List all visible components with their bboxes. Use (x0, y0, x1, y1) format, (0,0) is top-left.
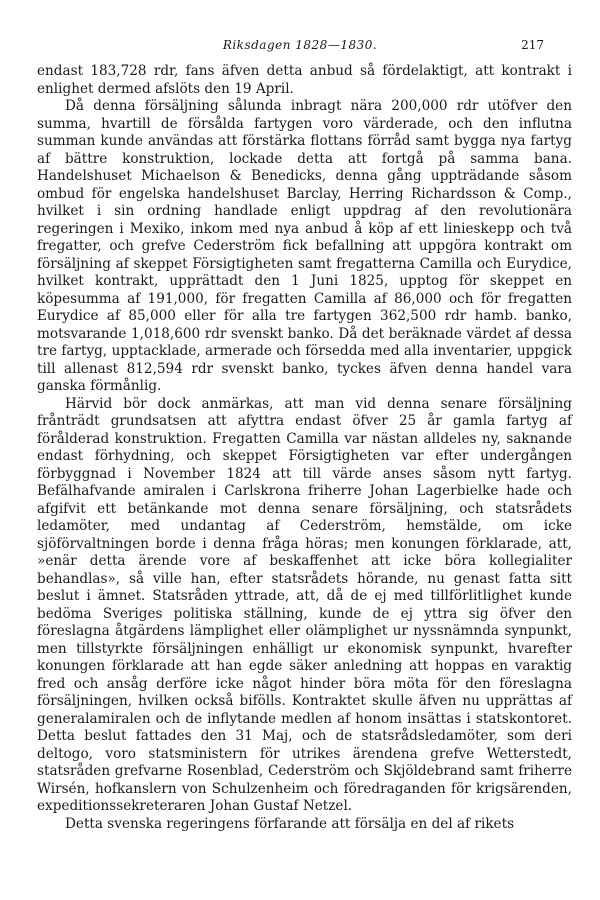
running-title: Riksdagen 1828—1830. (222, 38, 378, 52)
paragraph-continuation: endast 183,728 rdr, fans äfven detta anbud så fördelaktigt, att kontrakt i enlighet dermed afslöts den 19 April. (37, 63, 572, 97)
paragraph: Då denna försäljning sålunda inbragt nära 200,000 rdr utöfver den summa, hvartill de försålda fartygen voro värderade, och den influtna summan kunde användas att förstärka flottans förråd samt bygga nya fartyg af bättre konstruktion, lockade detta att fortgå på samma bana. Handelshuset Michaelson & Benedicks, denna gång uppträdande såsom ombud för engelska handelshuset Barclay, Herring Richardsson & Comp., hvilket i sin ordning handlade enligt uppdrag af den revolutionära regeringen i Mexiko, inkom med nya anbud å köp af ett linieskepp och två fregatter, och grefve Cederström fick befallning att uppgöra kontrakt om försäljning af skeppet Försigtigheten samt fregatterna Camilla och Eurydice, hvilket kontrakt, upprättadt den 1 Juni 1825, upptog för skeppet en köpesumma af 191,000, för fregatten Camilla af 86,000 och för fregatten Eurydice af 85,000 eller för alla tre fartygen 362,500 rdr hamb. banko, motsvarande 1,018,600 rdr svenskt banko. Då det beräknade värdet af dessa tre fartyg, upptacklade, armerade och försedda med alla inventarier, uppgick till allenast 812,594 rdr svenskt banko, tyckes äfven denna handel vara ganska förmånlig. (37, 98, 572, 394)
body-text (37, 63, 572, 833)
paragraph: Detta svenska regeringens förfarande att försälja en del af rikets (65, 815, 515, 832)
paragraph: Härvid bör dock anmärkas, att man vid denna senare försäljning frånträdt grundsatsen att afyttra endast öfver 25 år gamla fartyg af förålderad konstruktion. Fregatten Camilla var nästan alldeles ny, saknande endast förhydning, och skeppet Försigtigheten var efter undergången förbyggnad i November 1824 att till värde anses såsom nytt fartyg. Befälhafvande amiralen i Carlskrona friherre Johan Lagerbielke hade och afgifvit ett betänkande mot denna senare försäljning, och statsrådets ledamöter, med undantag af Cederström, hemstälde, om icke sjöförvaltningen borde i denna fråga höras; men konungen förklarade, att, »enär detta ärende vore af beskaffenhet att icke böra kollegialiter behandlas», så ville han, efter statsrådets hörande, nu genast fatta sitt beslut i ämnet. Statsråden yttrade, att, då de ej med tillförlitlighet kunde bedöma Sveriges politiska ställning, kunde de ej yttra sig öfver den föreslagna åtgärdens lämplighet eller olämplighet ur nyssnämnda synpunkt, men tillstyrkte försäljningen enhälligt ur ekonomisk synpunkt, hvarefter konungen förklarade att han egde säker anledning att hoppas en varaktig fred och ansåg derföre icke något hinder böra möta för den föreslagna försäljningen, hvilken också bifölls. Kontraktet skulle äfven nu upprättas af generalamiralen och de inflytande medlen af honom insättas i statskontoret. Detta beslut fattades den 31 Maj, och de statsrådsledamöter, som deri deltogo, voro statsministern för utrikes ärendena grefve Wetterstedt, statsråden grefvarne Rosenblad, Cederström och Skjöldebrand samt friherre Wirsén, hofkanslern von Schulzenheim och föredraganden för krigsärenden, expeditionssekreteraren Johan Gustaf Netzel. (37, 395, 572, 814)
page-header (0, 38, 600, 58)
page-number: 217 (521, 38, 544, 52)
